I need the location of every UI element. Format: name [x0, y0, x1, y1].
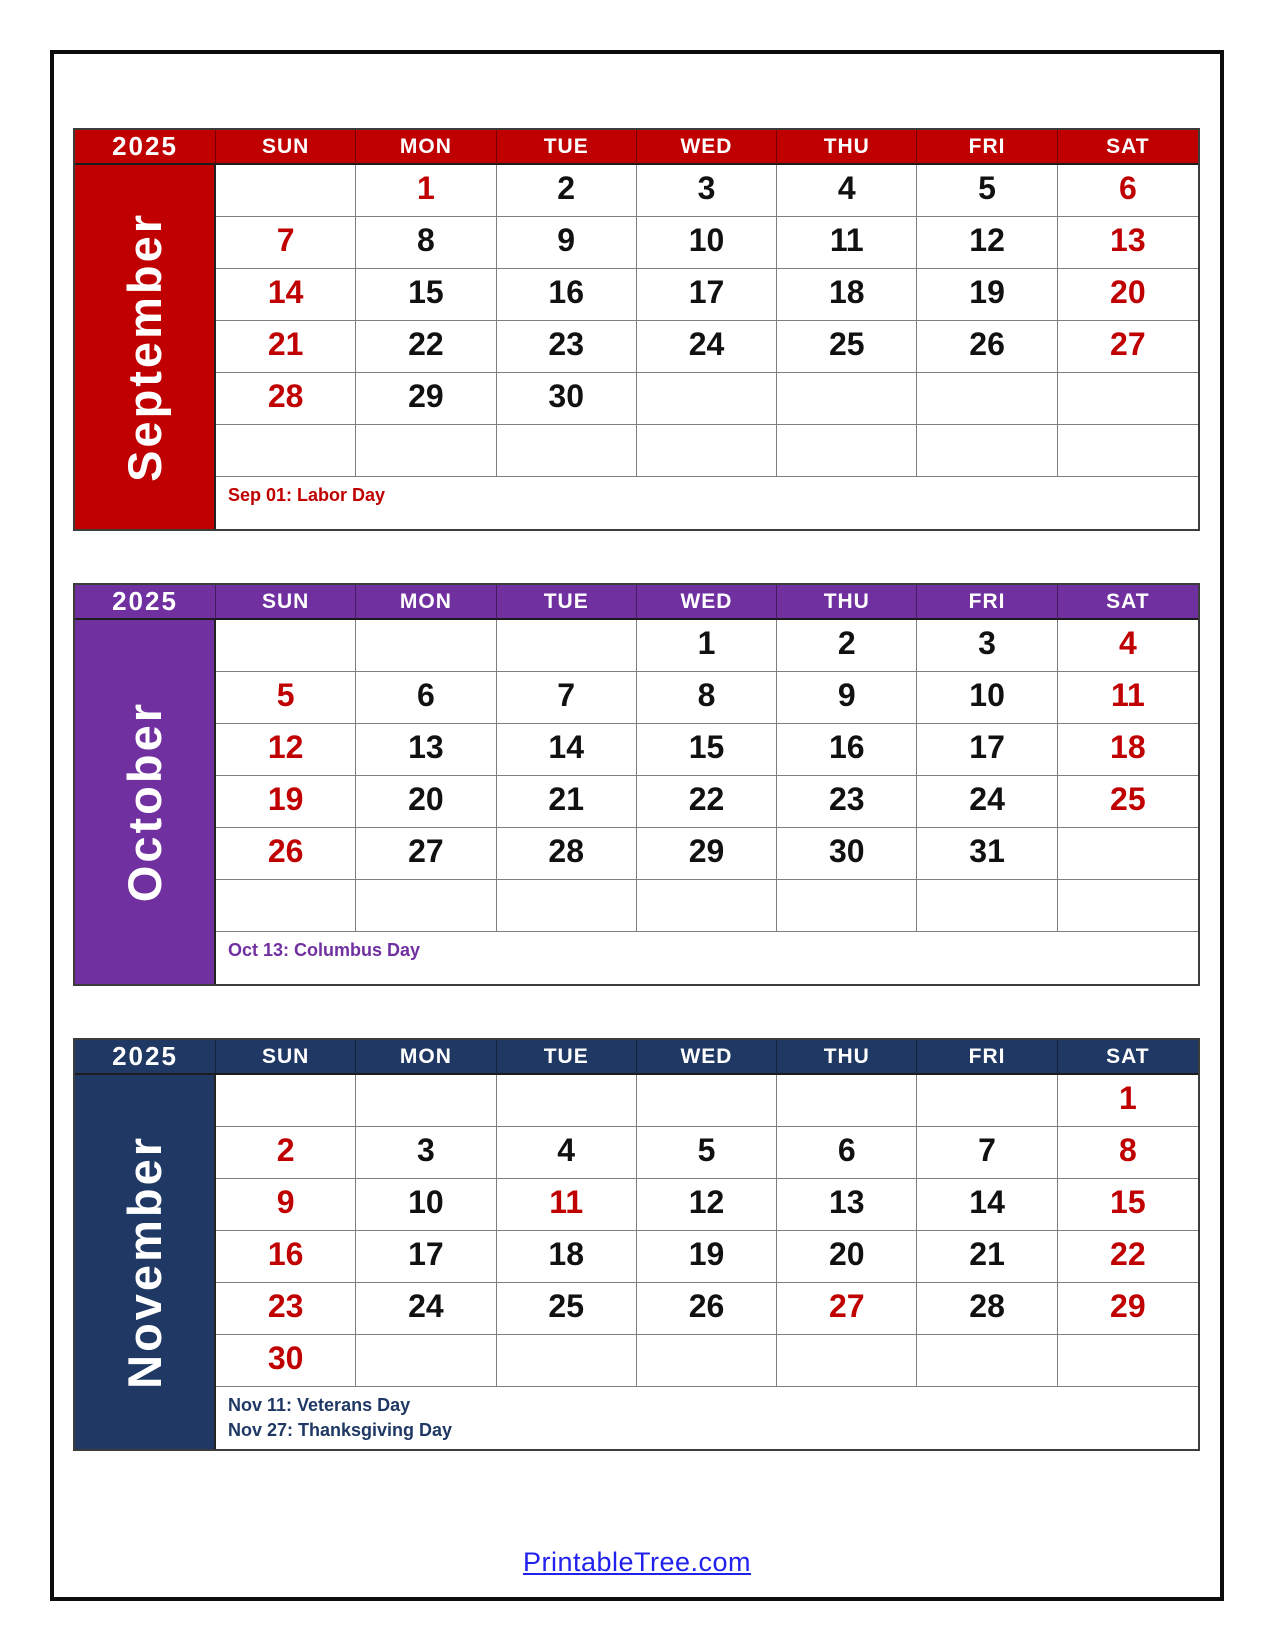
weekday-header-mon: MON — [356, 130, 496, 165]
day-sep-1: 1 — [356, 165, 496, 217]
day-nov-30: 30 — [216, 1335, 356, 1387]
weekday-header-fri: FRI — [917, 585, 1057, 620]
day-nov-20: 20 — [777, 1231, 917, 1283]
day-sep-30: 30 — [497, 373, 637, 425]
holiday-note: Nov 27: Thanksgiving Day — [228, 1420, 453, 1441]
day-cell-empty — [1058, 373, 1198, 425]
day-nov-21: 21 — [917, 1231, 1057, 1283]
day-cell-empty — [777, 373, 917, 425]
day-sep-4: 4 — [777, 165, 917, 217]
calendar-september — [73, 128, 1200, 531]
day-cell-empty — [777, 425, 917, 477]
day-nov-12: 12 — [637, 1179, 777, 1231]
day-oct-21: 21 — [497, 776, 637, 828]
weekday-header-sat: SAT — [1058, 585, 1198, 620]
month-label: October — [118, 701, 171, 903]
day-nov-11: 11 — [497, 1179, 637, 1231]
day-cell-empty — [497, 425, 637, 477]
day-cell-empty — [216, 1075, 356, 1127]
holiday-note: Sep 01: Labor Day — [228, 485, 386, 505]
year-label: 2025 — [75, 130, 216, 165]
day-cell-empty — [356, 425, 496, 477]
footer — [54, 1547, 1220, 1578]
day-cell-empty — [1058, 1335, 1198, 1387]
calendar-grid-september — [73, 128, 1200, 531]
day-nov-7: 7 — [917, 1127, 1057, 1179]
day-oct-15: 15 — [637, 724, 777, 776]
day-oct-13: 13 — [356, 724, 496, 776]
day-sep-5: 5 — [917, 165, 1057, 217]
day-nov-25: 25 — [497, 1283, 637, 1335]
day-sep-2: 2 — [497, 165, 637, 217]
day-cell-empty — [497, 880, 637, 932]
weekday-header-tue: TUE — [497, 585, 637, 620]
page-sheet — [50, 50, 1224, 1601]
holiday-notes-september — [216, 477, 1198, 529]
day-oct-27: 27 — [356, 828, 496, 880]
weekday-header-wed: WED — [637, 1040, 777, 1075]
year-label: 2025 — [75, 585, 216, 620]
day-sep-27: 27 — [1058, 321, 1198, 373]
day-oct-7: 7 — [497, 672, 637, 724]
day-nov-3: 3 — [356, 1127, 496, 1179]
day-nov-23: 23 — [216, 1283, 356, 1335]
day-nov-29: 29 — [1058, 1283, 1198, 1335]
day-oct-24: 24 — [917, 776, 1057, 828]
day-oct-26: 26 — [216, 828, 356, 880]
day-oct-9: 9 — [777, 672, 917, 724]
day-sep-16: 16 — [497, 269, 637, 321]
day-oct-6: 6 — [356, 672, 496, 724]
day-nov-4: 4 — [497, 1127, 637, 1179]
month-sidebar-september — [75, 165, 216, 529]
day-sep-18: 18 — [777, 269, 917, 321]
day-oct-4: 4 — [1058, 620, 1198, 672]
day-oct-28: 28 — [497, 828, 637, 880]
day-oct-18: 18 — [1058, 724, 1198, 776]
day-oct-8: 8 — [637, 672, 777, 724]
calendar-november — [73, 1038, 1200, 1451]
day-cell-empty — [777, 1075, 917, 1127]
day-nov-14: 14 — [917, 1179, 1057, 1231]
day-oct-20: 20 — [356, 776, 496, 828]
day-cell-empty — [777, 880, 917, 932]
day-sep-24: 24 — [637, 321, 777, 373]
day-sep-6: 6 — [1058, 165, 1198, 217]
day-sep-10: 10 — [637, 217, 777, 269]
weekday-header-sun: SUN — [216, 130, 356, 165]
weekday-header-fri: FRI — [917, 1040, 1057, 1075]
day-oct-5: 5 — [216, 672, 356, 724]
day-sep-14: 14 — [216, 269, 356, 321]
day-cell-empty — [356, 1335, 496, 1387]
calendar-grid-october — [73, 583, 1200, 986]
footer-link[interactable]: PrintableTree.com — [522, 1547, 752, 1577]
day-cell-empty — [356, 620, 496, 672]
day-nov-19: 19 — [637, 1231, 777, 1283]
day-cell-empty — [637, 373, 777, 425]
day-cell-empty — [1058, 880, 1198, 932]
day-oct-2: 2 — [777, 620, 917, 672]
day-cell-empty — [1058, 425, 1198, 477]
weekday-header-thu: THU — [777, 130, 917, 165]
day-sep-25: 25 — [777, 321, 917, 373]
day-sep-7: 7 — [216, 217, 356, 269]
day-oct-17: 17 — [917, 724, 1057, 776]
day-cell-empty — [356, 880, 496, 932]
day-sep-28: 28 — [216, 373, 356, 425]
weekday-header-sat: SAT — [1058, 130, 1198, 165]
day-cell-empty — [917, 373, 1057, 425]
day-sep-22: 22 — [356, 321, 496, 373]
day-nov-18: 18 — [497, 1231, 637, 1283]
weekday-header-sun: SUN — [216, 1040, 356, 1075]
month-label: September — [118, 212, 171, 482]
day-oct-14: 14 — [497, 724, 637, 776]
day-sep-26: 26 — [917, 321, 1057, 373]
day-nov-22: 22 — [1058, 1231, 1198, 1283]
day-sep-8: 8 — [356, 217, 496, 269]
day-nov-6: 6 — [777, 1127, 917, 1179]
weekday-header-tue: TUE — [497, 130, 637, 165]
day-oct-3: 3 — [917, 620, 1057, 672]
day-sep-17: 17 — [637, 269, 777, 321]
day-sep-12: 12 — [917, 217, 1057, 269]
weekday-header-sun: SUN — [216, 585, 356, 620]
day-cell-empty — [497, 1335, 637, 1387]
day-cell-empty — [216, 620, 356, 672]
day-cell-empty — [497, 620, 637, 672]
day-cell-empty — [497, 1075, 637, 1127]
day-sep-23: 23 — [497, 321, 637, 373]
day-nov-2: 2 — [216, 1127, 356, 1179]
day-oct-23: 23 — [777, 776, 917, 828]
day-nov-27: 27 — [777, 1283, 917, 1335]
day-cell-empty — [917, 880, 1057, 932]
day-cell-empty — [777, 1335, 917, 1387]
day-cell-empty — [637, 880, 777, 932]
day-cell-empty — [216, 425, 356, 477]
day-sep-19: 19 — [917, 269, 1057, 321]
day-nov-9: 9 — [216, 1179, 356, 1231]
day-nov-28: 28 — [917, 1283, 1057, 1335]
day-nov-8: 8 — [1058, 1127, 1198, 1179]
day-oct-30: 30 — [777, 828, 917, 880]
holiday-note: Oct 13: Columbus Day — [228, 940, 421, 960]
month-sidebar-october — [75, 620, 216, 984]
weekday-header-mon: MON — [356, 1040, 496, 1075]
day-nov-16: 16 — [216, 1231, 356, 1283]
holiday-notes-november — [216, 1387, 1198, 1449]
day-cell-empty — [356, 1075, 496, 1127]
day-cell-empty — [637, 1335, 777, 1387]
day-oct-12: 12 — [216, 724, 356, 776]
day-oct-10: 10 — [917, 672, 1057, 724]
day-cell-empty — [917, 1075, 1057, 1127]
day-sep-20: 20 — [1058, 269, 1198, 321]
day-sep-21: 21 — [216, 321, 356, 373]
day-nov-5: 5 — [637, 1127, 777, 1179]
day-cell-empty — [216, 880, 356, 932]
month-sidebar-november — [75, 1075, 216, 1449]
weekday-header-thu: THU — [777, 585, 917, 620]
day-sep-15: 15 — [356, 269, 496, 321]
weekday-header-tue: TUE — [497, 1040, 637, 1075]
day-nov-26: 26 — [637, 1283, 777, 1335]
month-label: November — [118, 1135, 171, 1389]
day-oct-19: 19 — [216, 776, 356, 828]
weekday-header-mon: MON — [356, 585, 496, 620]
day-oct-11: 11 — [1058, 672, 1198, 724]
day-cell-empty — [637, 425, 777, 477]
day-nov-24: 24 — [356, 1283, 496, 1335]
day-sep-3: 3 — [637, 165, 777, 217]
day-sep-11: 11 — [777, 217, 917, 269]
year-label: 2025 — [75, 1040, 216, 1075]
day-oct-22: 22 — [637, 776, 777, 828]
day-nov-15: 15 — [1058, 1179, 1198, 1231]
weekday-header-wed: WED — [637, 585, 777, 620]
calendar-october — [73, 583, 1200, 986]
day-sep-29: 29 — [356, 373, 496, 425]
day-oct-16: 16 — [777, 724, 917, 776]
holiday-notes-october — [216, 932, 1198, 984]
day-nov-13: 13 — [777, 1179, 917, 1231]
weekday-header-thu: THU — [777, 1040, 917, 1075]
day-cell-empty — [1058, 828, 1198, 880]
day-cell-empty — [917, 1335, 1057, 1387]
calendar-grid-november — [73, 1038, 1200, 1451]
day-sep-13: 13 — [1058, 217, 1198, 269]
weekday-header-sat: SAT — [1058, 1040, 1198, 1075]
day-cell-empty — [216, 165, 356, 217]
day-sep-9: 9 — [497, 217, 637, 269]
day-cell-empty — [917, 425, 1057, 477]
day-oct-31: 31 — [917, 828, 1057, 880]
holiday-note: Nov 11: Veterans Day — [228, 1395, 411, 1415]
weekday-header-wed: WED — [637, 130, 777, 165]
day-cell-empty — [637, 1075, 777, 1127]
weekday-header-fri: FRI — [917, 130, 1057, 165]
day-oct-1: 1 — [637, 620, 777, 672]
day-nov-10: 10 — [356, 1179, 496, 1231]
day-oct-25: 25 — [1058, 776, 1198, 828]
day-oct-29: 29 — [637, 828, 777, 880]
day-nov-1: 1 — [1058, 1075, 1198, 1127]
day-nov-17: 17 — [356, 1231, 496, 1283]
